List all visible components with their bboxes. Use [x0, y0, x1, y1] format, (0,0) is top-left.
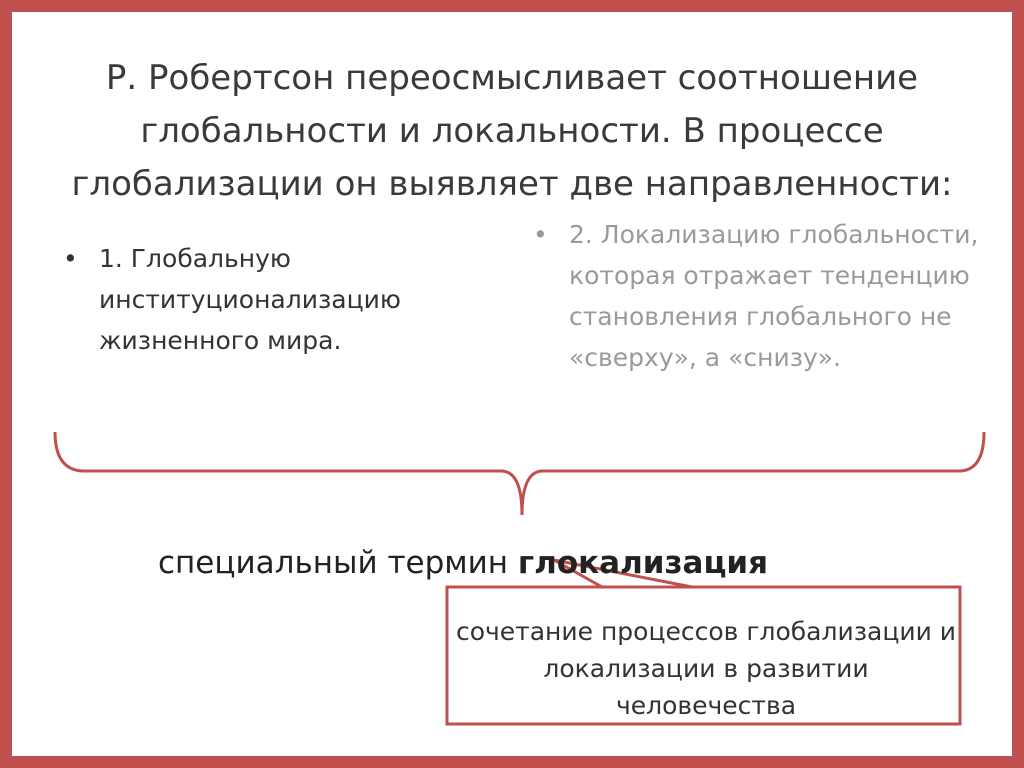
callout-text: сочетание процессов глобализации и локализации в развитии человечества: [455, 617, 957, 720]
term-line: [158, 545, 768, 581]
bullet-marker: •: [63, 244, 78, 273]
bullet-text: 2. Локализацию глобальности, которая отражает тенденцию становления глобального не «сверху», а «снизу».: [569, 220, 979, 372]
bullet-marker: •: [533, 220, 548, 249]
bullet-text: 1. Глобальную институционализацию жизненного мира.: [99, 244, 401, 355]
slide-title: Р. Робертсон переосмысливает соотношение глобальности и локальности. В процессе глобализации он выявляет две направленности:: [71, 58, 953, 204]
term-prefix: специальный термин: [158, 545, 518, 581]
curly-brace-shape: [55, 432, 984, 515]
term-word: глокализация: [517, 545, 769, 581]
